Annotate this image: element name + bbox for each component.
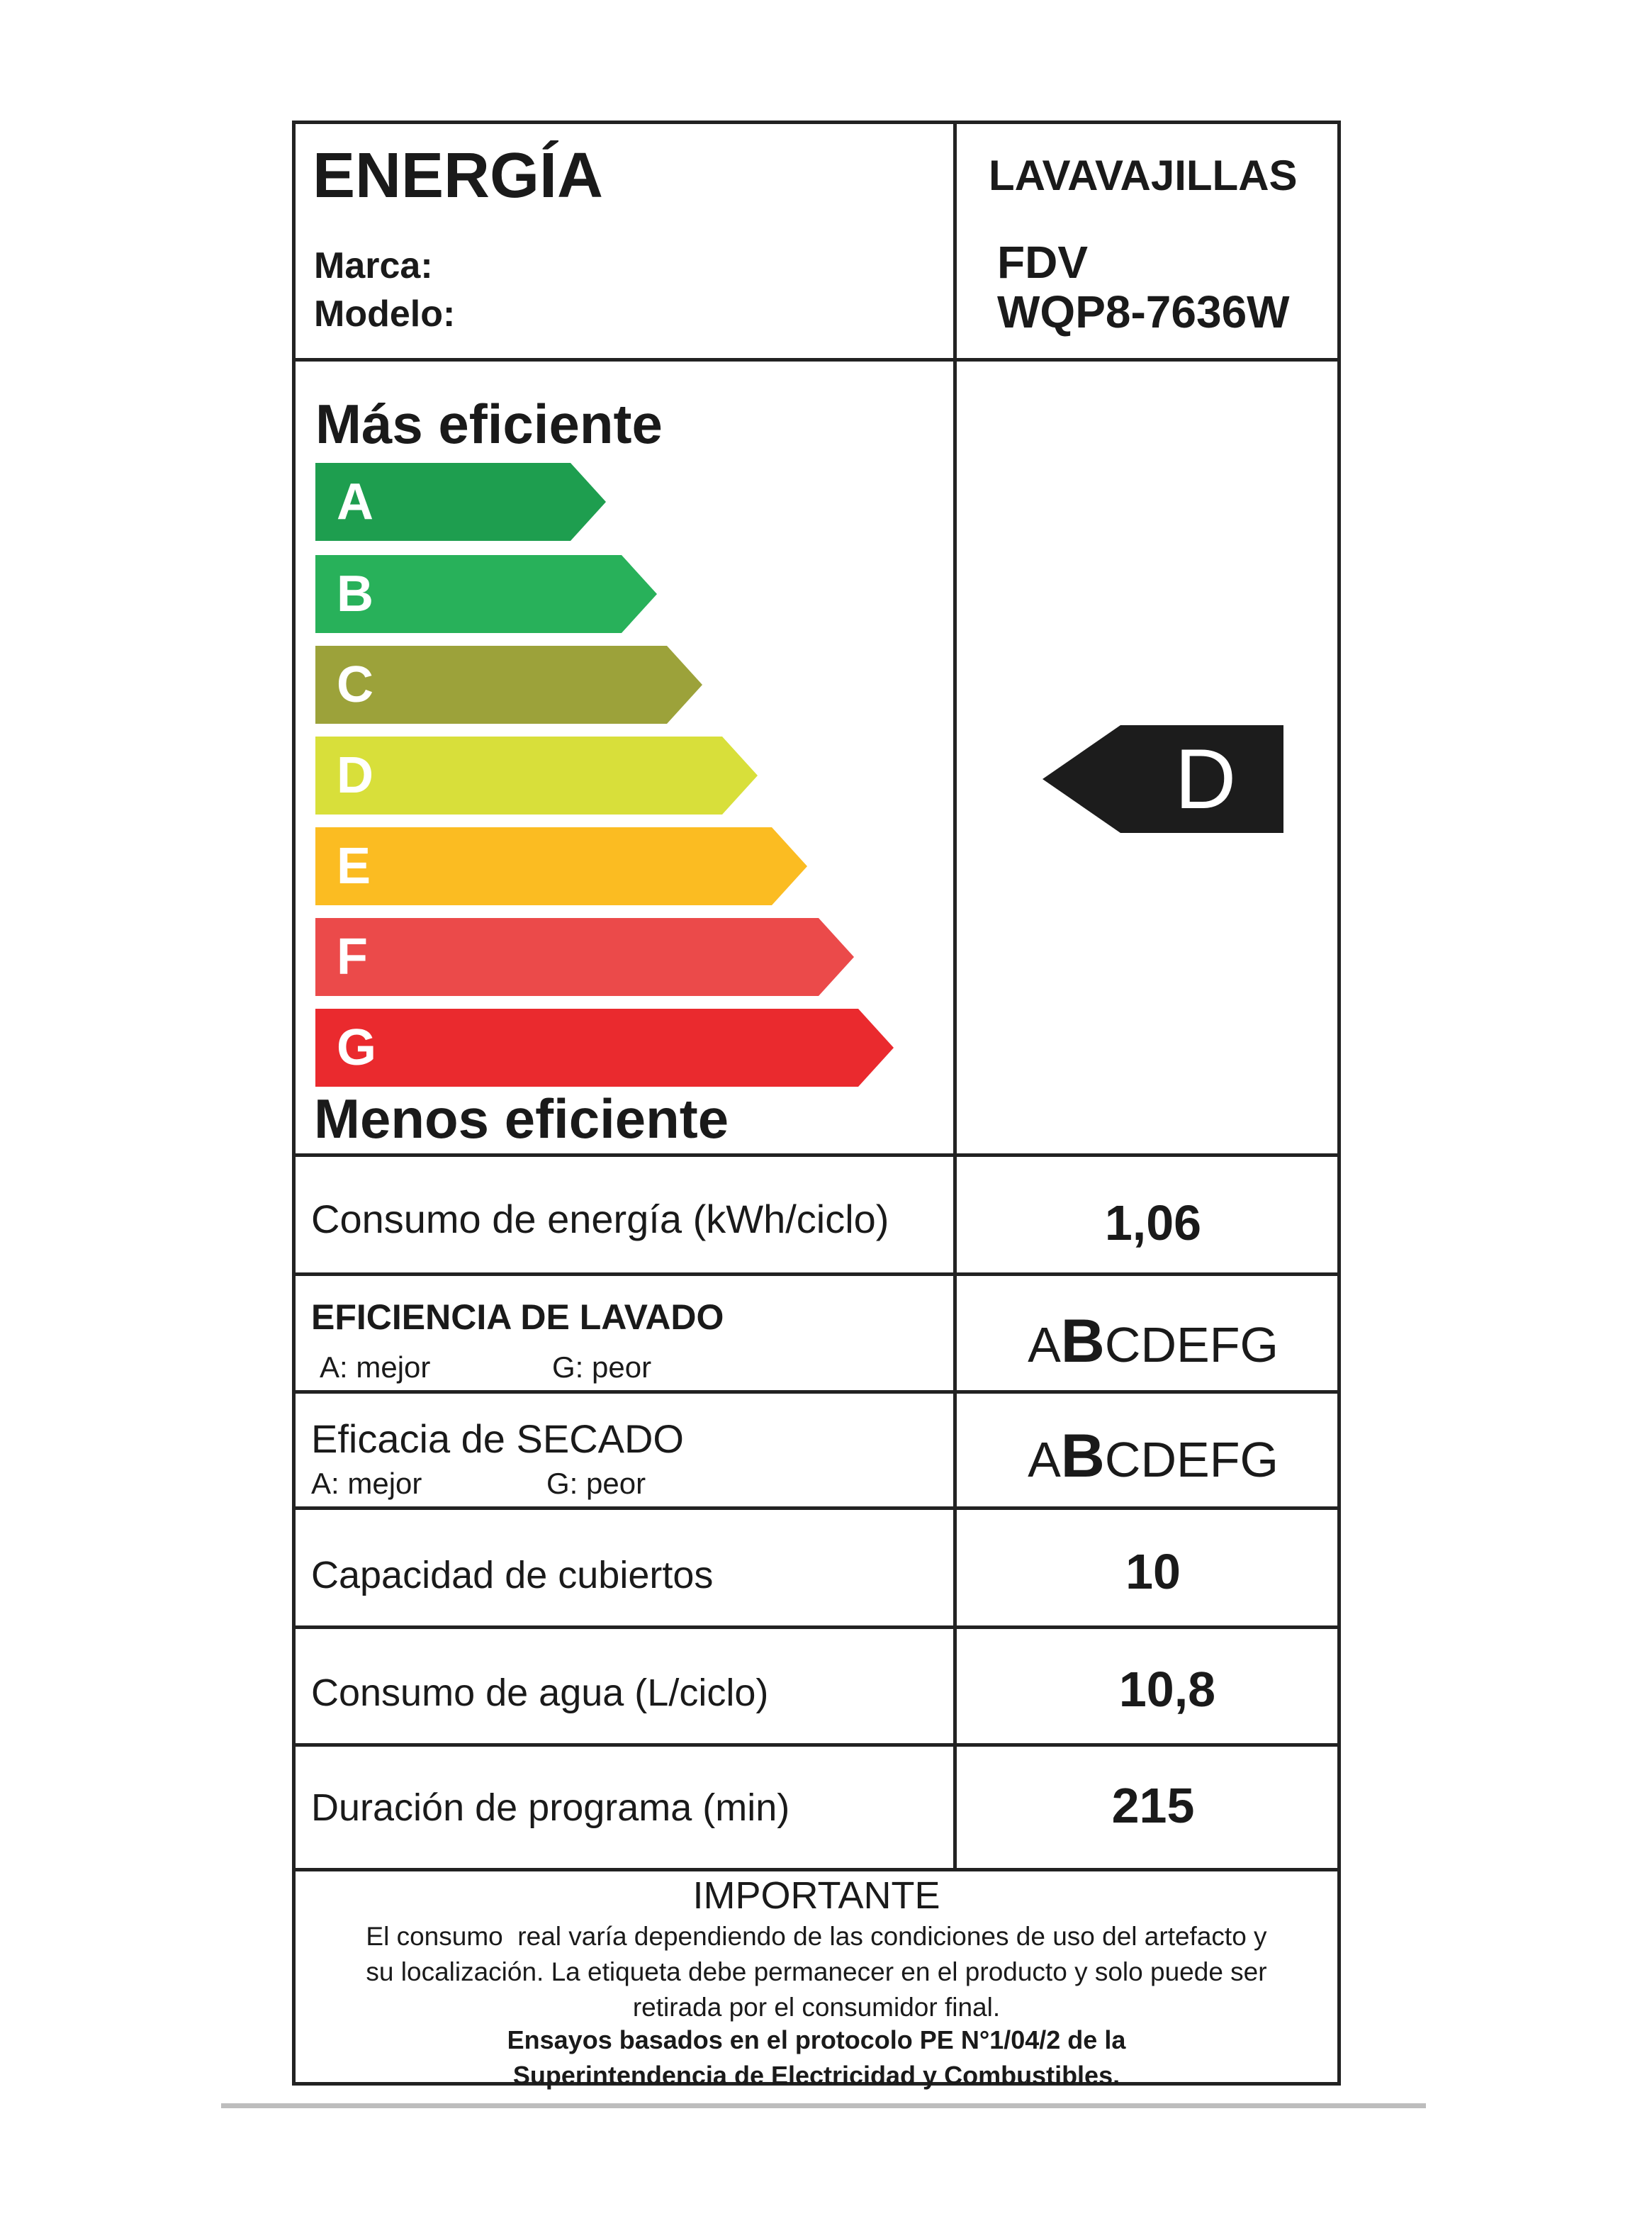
class-bar-a [315,463,606,541]
washing-worst-note: G: peor [552,1350,652,1384]
class-bar-c [315,646,702,724]
class-letter-c: C [337,656,373,713]
energy-consumption-value: 1,06 [1104,1195,1202,1250]
row-divider [296,1272,1337,1276]
important-title: IMPORTANTE [692,1874,940,1917]
class-bar-f-shape [315,918,854,996]
row-divider [296,1868,1337,1871]
least-efficient-label: Menos eficiente [314,1087,729,1150]
drying-scale-selected: B [1060,1422,1105,1490]
program-duration-value: 215 [1111,1778,1195,1833]
washing-efficiency-label: EFICIENCIA DE LAVADO [311,1297,724,1337]
brand-label: Marca: [314,245,433,286]
place-settings-value: 10 [1125,1544,1181,1599]
page-bottom-rule [221,2103,1426,2108]
row-divider [296,1625,1337,1629]
protocol-note-line-1: Ensayos basados en el protocolo PE N°1/04/2 de la [507,2025,1126,2054]
label-title: ENERGÍA [313,140,604,211]
class-bar-e-shape [315,827,807,905]
class-letter-b: B [337,566,373,622]
column-divider [953,124,957,1869]
drying-efficacy-scale [962,1421,1344,1492]
washing-scale-before: A [1028,1317,1061,1372]
energy-label [292,121,1341,2090]
water-consumption-label: Consumo de agua (L/ciclo) [311,1672,769,1714]
class-bar-b [315,555,657,633]
drying-efficacy-label: Eficacia de SECADO [311,1416,684,1461]
washing-scale-after: CDEFG [1104,1317,1279,1372]
class-bar-f [315,918,854,996]
important-text-line-2: su localización. La etiqueta debe permanecer en el producto y solo puede ser [366,1957,1267,1986]
row-divider [296,1506,1337,1510]
washing-efficiency-scale [962,1306,1344,1377]
place-settings-label: Capacidad de cubiertos [311,1554,714,1596]
drying-scale-before: A [1028,1432,1061,1487]
row-divider [296,1153,1337,1157]
program-duration-label: Duración de programa (min) [311,1786,790,1829]
energy-consumption-label: Consumo de energía (kWh/ciclo) [311,1197,889,1241]
most-efficient-label: Más eficiente [315,393,663,455]
drying-scale-after: CDEFG [1104,1432,1279,1487]
protocol-note-line-2: Superintendencia de Electricidad y Combustibles. [512,2061,1120,2090]
class-letter-e: E [337,838,371,895]
important-text-line-3: retirada por el consumidor final. [632,1993,1001,2022]
class-letter-a: A [337,474,373,530]
class-bar-d [315,737,758,815]
class-letter-g: G [337,1019,377,1076]
row-divider [296,1743,1337,1747]
washing-scale-selected: B [1060,1307,1105,1375]
class-bar-e [315,827,807,905]
washing-best-note: A: mejor [320,1350,431,1384]
drying-best-note: A: mejor [311,1467,422,1500]
appliance-type: LAVAVAJILLAS [989,152,1298,199]
class-letter-f: F [337,929,368,985]
class-bar-g [315,1009,894,1087]
drying-worst-note: G: peor [546,1467,646,1500]
model-value: WQP8-7636W [997,286,1290,337]
important-text-line-1: El consumo real varía dependiendo de las condiciones de uso del artefacto y [366,1922,1267,1951]
model-label: Modelo: [314,293,456,335]
rating-letter: D [1174,732,1237,827]
water-consumption-value: 10,8 [1118,1662,1216,1717]
class-bar-d-shape [315,737,758,815]
class-bar-g-shape [315,1009,894,1087]
row-divider [296,358,1337,362]
class-letter-d: D [337,747,373,804]
brand-value: FDV [997,237,1088,288]
row-divider [296,1390,1337,1394]
rating-arrow [1043,725,1283,833]
